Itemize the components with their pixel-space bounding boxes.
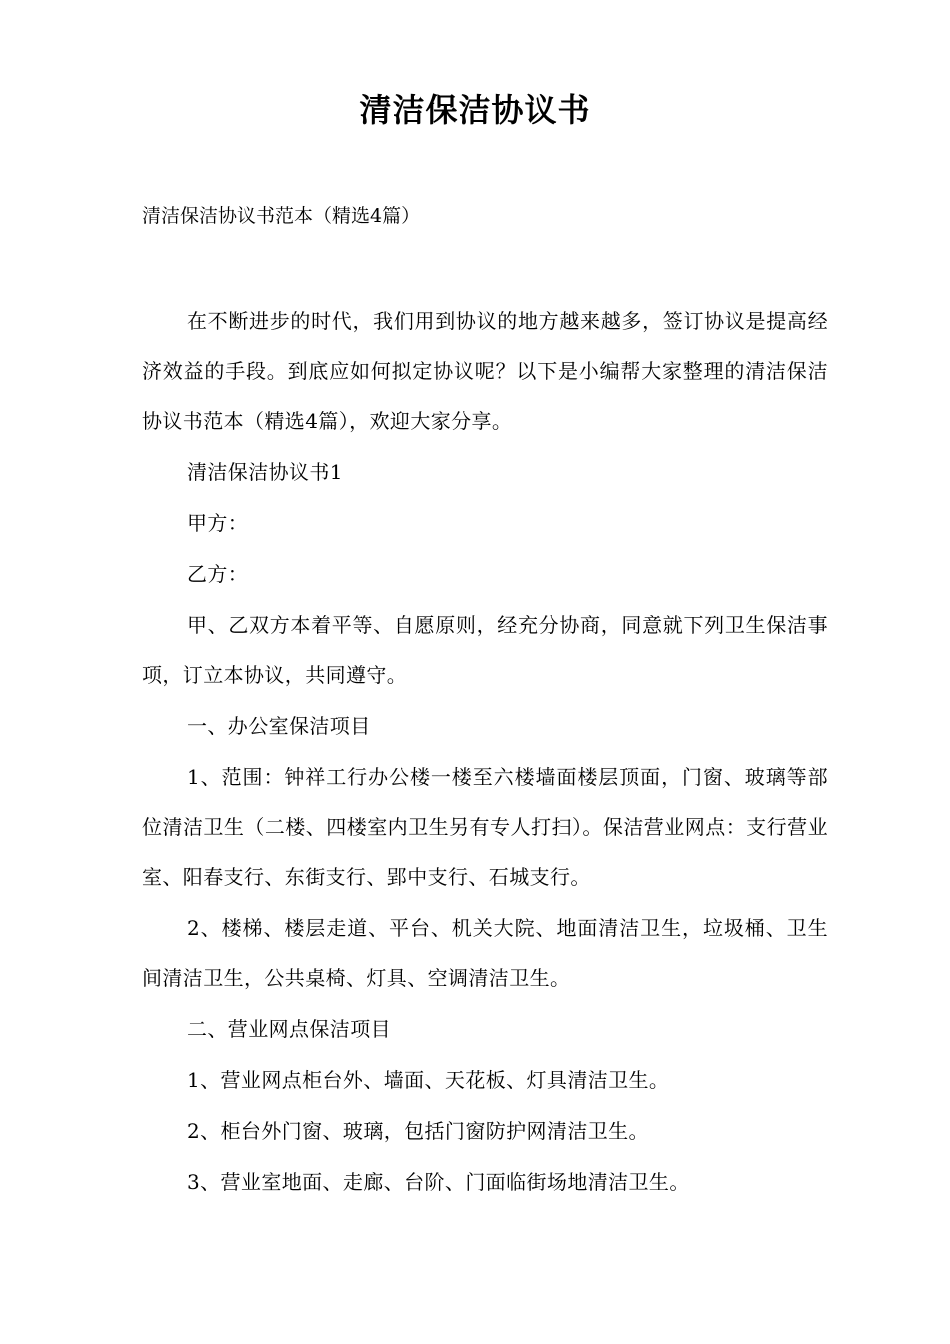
branch-item-2: 2、柜台外门窗、玻璃，包括门窗防护网清洁卫生。	[187, 1119, 649, 1143]
agreement-heading: 清洁保洁协议书1	[187, 460, 343, 484]
document-body	[142, 296, 828, 1208]
section-heading-office: 一、办公室保洁项目	[187, 714, 371, 738]
document-title: 清洁保洁协议书	[359, 91, 591, 129]
party-a-line: 甲方：	[187, 511, 249, 535]
office-item-1: 1、范围：钟祥工行办公楼一楼至六楼墙面楼层顶面，门窗、玻璃等部位清洁卫生（二楼、四楼室内卫生另有专人打扫）。保洁营业网点：支行营业室、阳春支行、东街支行、郢中支行、石城支行。	[142, 765, 828, 889]
intro-paragraph: 在不断进步的时代，我们用到协议的地方越来越多，签订协议是提高经济效益的手段。到底应如何拟定协议呢？以下是小编帮大家整理的清洁保洁协议书范本（精选4篇），欢迎大家分享。	[142, 309, 828, 433]
section-heading-branch: 二、营业网点保洁项目	[187, 1017, 391, 1041]
preamble-paragraph: 甲、乙双方本着平等、自愿原则，经充分协商，同意就下列卫生保洁事项，订立本协议，共同遵守。	[142, 613, 828, 687]
document-subtitle: 清洁保洁协议书范本（精选4篇）	[142, 205, 421, 227]
branch-item-3: 3、营业室地面、走廊、台阶、门面临街场地清洁卫生。	[187, 1170, 690, 1194]
party-b-line: 乙方：	[187, 562, 249, 586]
branch-item-1: 1、营业网点柜台外、墙面、天花板、灯具清洁卫生。	[187, 1068, 670, 1092]
office-item-2: 2、楼梯、楼层走道、平台、机关大院、地面清洁卫生，垃圾桶、卫生间清洁卫生，公共桌椅、灯具、空调清洁卫生。	[142, 916, 828, 990]
